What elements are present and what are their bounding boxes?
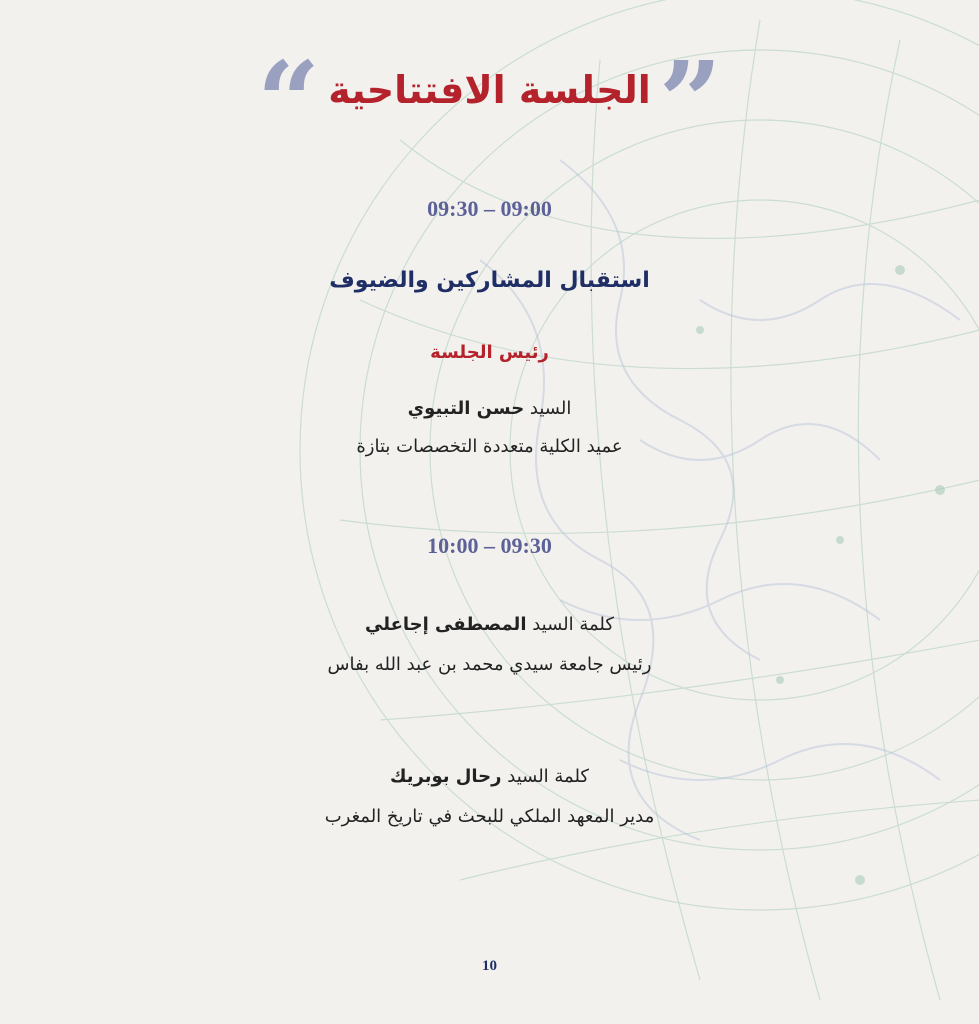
speaker-2-name: رحال بوبريك <box>390 766 502 787</box>
speaker-1-role: رئيس جامعة سيدي محمد بن عبد الله بفاس <box>327 654 652 675</box>
chair-prefix: السيد <box>529 398 572 419</box>
speaker-1-prefix: كلمة السيد <box>532 614 614 635</box>
page-number: 10 <box>482 958 497 974</box>
opening-quote-mark: ” <box>658 47 723 127</box>
session-2-time: 10:00 – 09:30 <box>427 533 552 558</box>
speaker-1-line <box>0 614 979 635</box>
session-1-time: 09:30 – 09:00 <box>427 196 552 221</box>
speaker-2-line <box>0 766 979 787</box>
chair-heading: رئيس الجلسة <box>430 342 549 363</box>
closing-quote-mark: “ <box>256 47 321 127</box>
chair-role: عميد الكلية متعددة التخصصات بتازة <box>356 436 623 457</box>
chair-name-line <box>0 398 979 419</box>
chair-name: حسن التبيوي <box>407 398 525 419</box>
page-title: الجلسة الافتتاحية <box>328 68 651 112</box>
page-header <box>0 47 979 130</box>
speaker-2-prefix: كلمة السيد <box>507 766 589 787</box>
session-1-title: استقبال المشاركين والضيوف <box>329 268 650 293</box>
speaker-1-name: المصطفى إجاعلي <box>365 614 527 635</box>
speaker-2-role: مدير المعهد الملكي للبحث في تاريخ المغرب <box>324 806 655 827</box>
